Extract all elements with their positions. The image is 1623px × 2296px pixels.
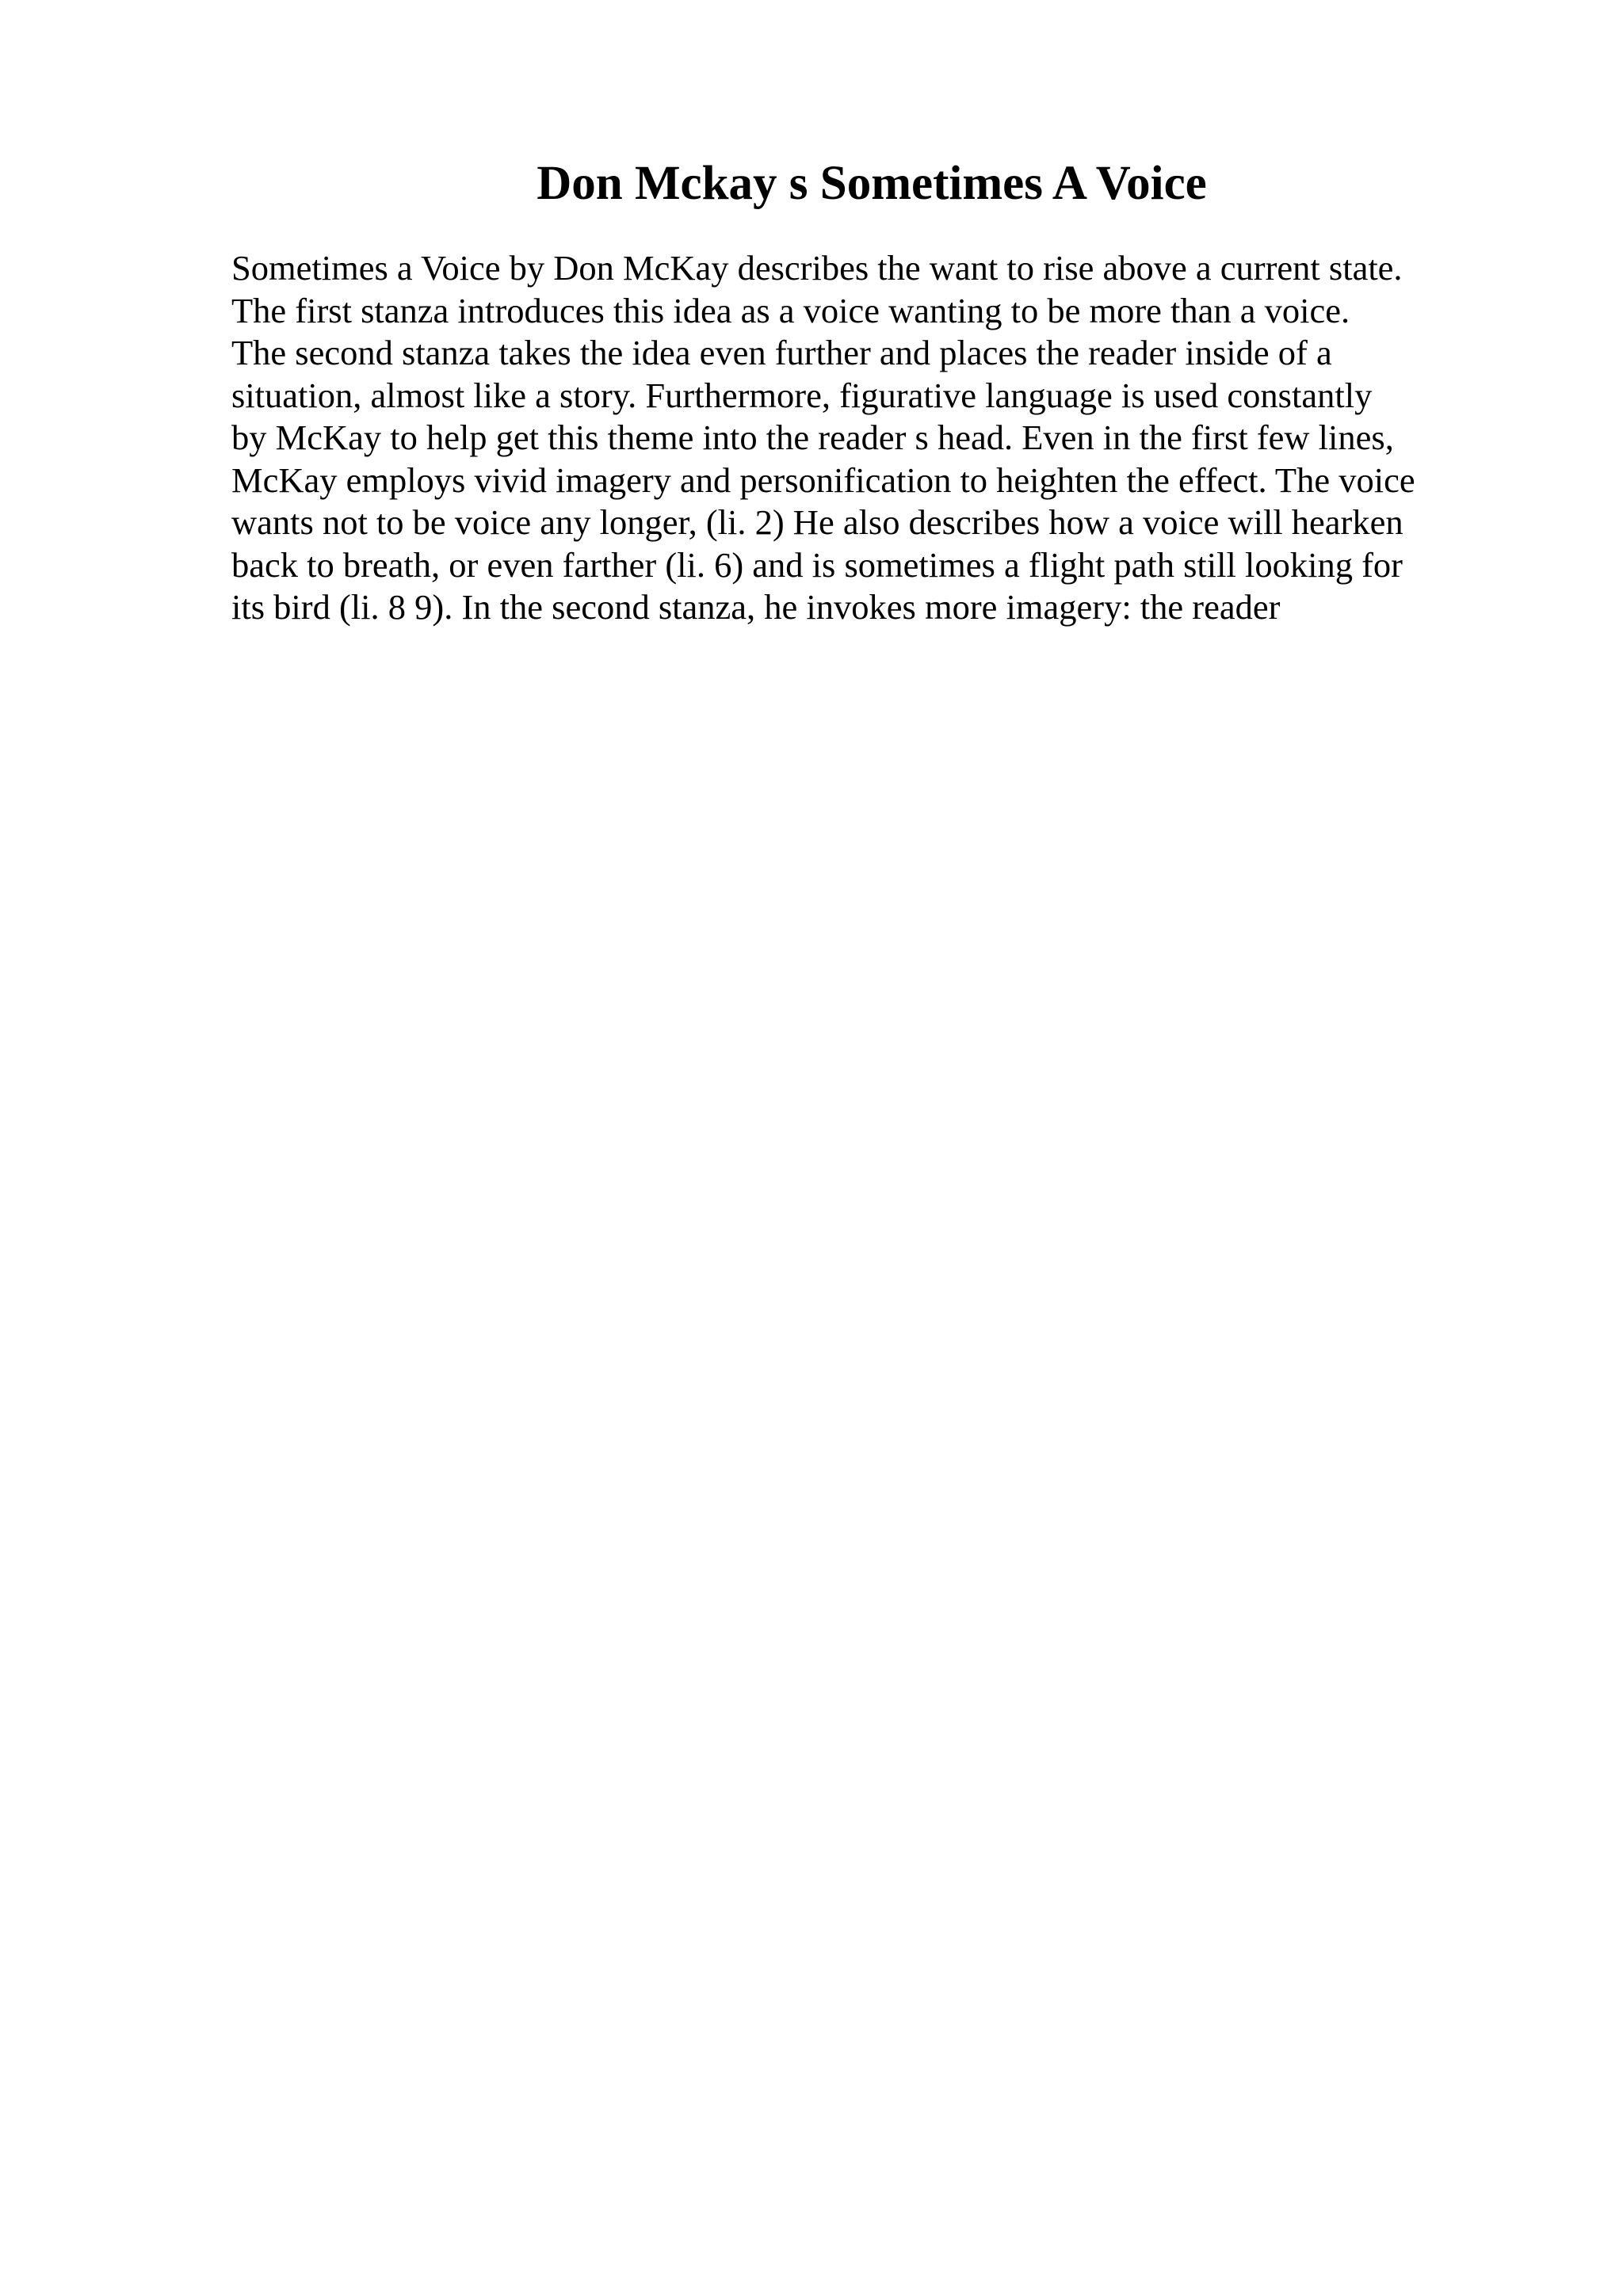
body-line: Sometimes a Voice by Don McKay describes the want to rise above a current state. (231, 248, 1403, 288)
document-title: Don Mckay s Sometimes A Voice (537, 157, 1207, 210)
body-line: back to breath, or even farther (li. 6) and is sometimes a flight path still looking for (231, 544, 1403, 585)
body-line: The first stanza introduces this idea as a voice wanting to be more than a voice. (231, 290, 1350, 330)
body-line: McKay employs vivid imagery and personification to heighten the effect. The voice (231, 460, 1415, 500)
body-line: wants not to be voice any longer, (li. 2) He also describes how a voice will hearken (231, 502, 1403, 542)
body-line: The second stanza takes the idea even further and places the reader inside of a (231, 333, 1332, 372)
body-line: its bird (li. 8 9). In the second stanza, he invokes more imagery: the reader (231, 587, 1281, 627)
body-line: situation, almost like a story. Furthermore, figurative language is used constantly (231, 375, 1373, 415)
body-line: by McKay to help get this theme into the reader s head. Even in the first few lines, (231, 418, 1394, 457)
document-body (231, 247, 1515, 629)
